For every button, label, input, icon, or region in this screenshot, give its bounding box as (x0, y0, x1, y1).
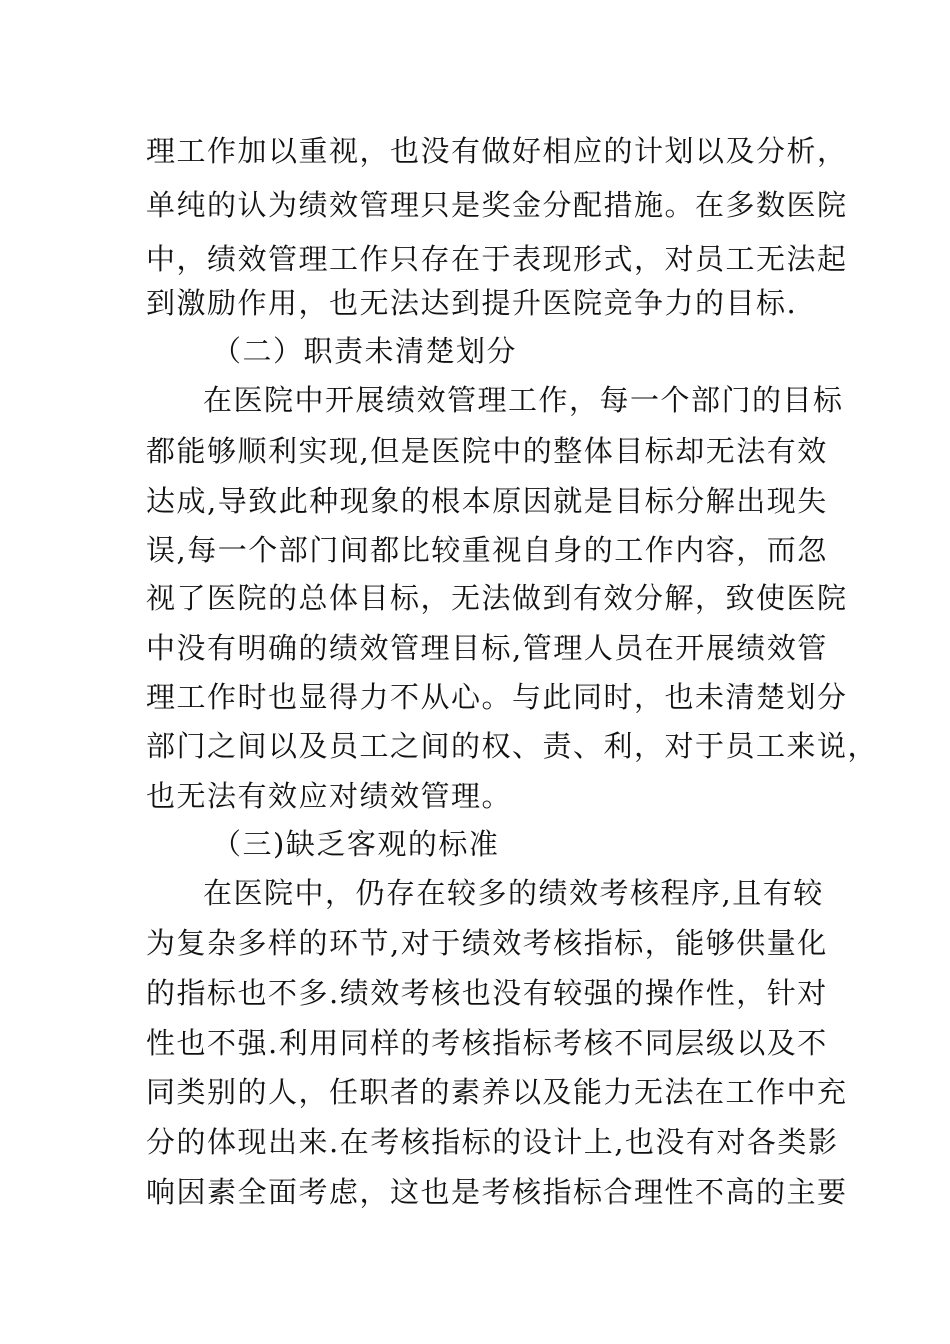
paragraph-line: 分的体现出来.在考核指标的设计上,也没有对各类影 (146, 1125, 839, 1159)
paragraph-line: 为复杂多样的环节,对于绩效考核指标，能够供量化 (146, 926, 828, 960)
paragraph-line: 视了医院的总体目标，无法做到有效分解，致使医院 (146, 581, 848, 615)
paragraph-line: 误,每一个部门间都比较重视自身的工作内容，而忽 (146, 533, 828, 567)
paragraph-line: 中，绩效管理工作只存在于表现形式，对员工无法起 (146, 242, 848, 276)
paragraph-line: 理工作时也显得力不从心。与此同时，也未清楚划分 (146, 680, 848, 714)
paragraph-line: 到激励作用，也无法达到提升医院竞争力的目标. (146, 286, 798, 320)
paragraph-line: 在医院中开展绩效管理工作，每一个部门的目标 (203, 383, 844, 417)
section-heading-2: （二）职责未清楚划分 (212, 334, 518, 368)
paragraph-line: 中没有明确的绩效管理目标,管理人员在开展绩效管 (146, 631, 828, 665)
paragraph-line: 单纯的认为绩效管理只是奖金分配措施。在多数医院 (146, 188, 848, 222)
paragraph-line: 响因素全面考虑，这也是考核指标合理性不高的主要 (146, 1175, 848, 1209)
paragraph-line: 在医院中，仍存在较多的绩效考核程序,且有较 (203, 876, 824, 910)
paragraph-line: 部门之间以及员工之间的权、责、利，对于员工来说， (146, 729, 879, 763)
paragraph-line: 都能够顺利实现,但是医院中的整体目标却无法有效 (146, 434, 828, 468)
paragraph-line: 的指标也不多.绩效考核也没有较强的操作性，针对 (146, 976, 828, 1010)
paragraph-line: 达成,导致此种现象的根本原因就是目标分解出现失 (146, 484, 828, 518)
paragraph-line: 同类别的人，任职者的素养以及能力无法在工作中充 (146, 1075, 848, 1109)
paragraph-line: 理工作加以重视，也没有做好相应的计划以及分析， (146, 134, 848, 168)
paragraph-line: 也无法有效应对绩效管理。 (146, 779, 513, 813)
paragraph-line: 性也不强.利用同样的考核指标考核不同层级以及不 (146, 1026, 828, 1060)
section-heading-3: （三)缺乏客观的标准 (212, 827, 500, 861)
